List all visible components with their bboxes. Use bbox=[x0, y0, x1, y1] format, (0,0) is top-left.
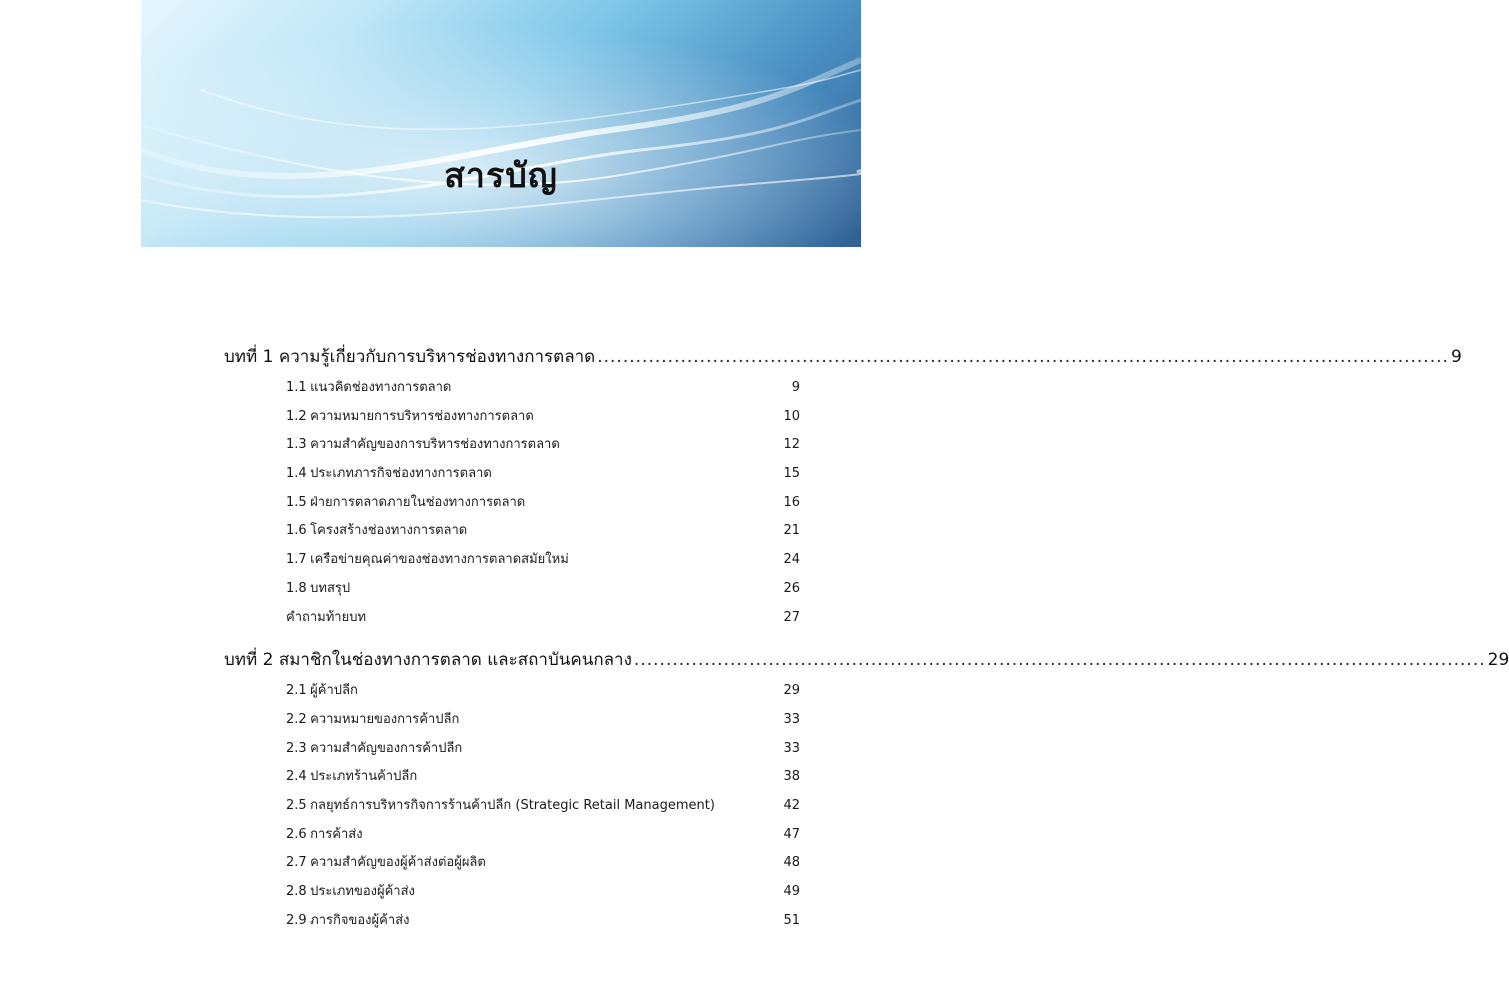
entry-title: ความสำคัญของการค้าปลีก bbox=[310, 740, 463, 756]
entry-page-number: 33 bbox=[783, 711, 800, 727]
entry-page-number: 9 bbox=[791, 380, 800, 395]
entry-page-number: 10 bbox=[783, 408, 800, 424]
entry-page-number: 12 bbox=[783, 437, 800, 453]
toc-entry[interactable] bbox=[224, 517, 800, 546]
entry-title: ประเภทร้านค้าปลีก bbox=[310, 769, 418, 785]
entry-page-number: 26 bbox=[783, 580, 800, 596]
entry-page-number: 48 bbox=[783, 855, 800, 871]
toc-entry[interactable] bbox=[224, 374, 800, 403]
toc-entry[interactable] bbox=[224, 460, 800, 489]
entry-page-number: 21 bbox=[783, 523, 800, 539]
entry-number: 2.9 bbox=[286, 912, 307, 928]
entry-title: ประเภทของผู้ค้าส่ง bbox=[310, 884, 415, 899]
entry-title: คำถามท้ายบท bbox=[286, 609, 367, 625]
entry-number: 2.1 bbox=[286, 683, 307, 699]
entry-page-number: 38 bbox=[783, 769, 800, 785]
toc-entry[interactable] bbox=[224, 489, 800, 518]
entry-number: 2.2 bbox=[286, 711, 307, 727]
entry-title: ความหมายของการค้าปลีก bbox=[310, 711, 460, 727]
entry-number: 2.8 bbox=[286, 884, 307, 899]
chapter-title: บทที่ 2 สมาชิกในช่องทางการตลาด และสถาบันคนกลาง bbox=[224, 650, 632, 671]
toc-entry[interactable] bbox=[224, 706, 800, 735]
toc-entry[interactable] bbox=[224, 403, 800, 432]
entry-page-number: 33 bbox=[783, 740, 800, 756]
entry-page-number: 29 bbox=[783, 683, 800, 699]
toc-chapter-1[interactable] bbox=[224, 340, 1462, 374]
entry-number: 2.6 bbox=[286, 826, 307, 842]
chapter-page-number: 29 bbox=[1487, 650, 1509, 671]
entry-number: 1.2 bbox=[286, 408, 307, 424]
entry-number: 2.5 bbox=[286, 797, 307, 813]
dot-leader: ..................................................................................................................................... bbox=[633, 650, 1486, 671]
toc-chapter-2[interactable] bbox=[224, 643, 1509, 677]
table-of-contents bbox=[224, 340, 1509, 935]
entry-number: 2.7 bbox=[286, 855, 307, 871]
toc-entry[interactable] bbox=[224, 677, 800, 706]
entry-page-number: 49 bbox=[783, 884, 800, 899]
entry-number: 1.6 bbox=[286, 523, 307, 539]
entry-number: 1.8 bbox=[286, 580, 307, 596]
entry-page-number: 42 bbox=[783, 797, 800, 813]
toc-entry[interactable] bbox=[224, 575, 800, 604]
entry-page-number: 27 bbox=[783, 609, 800, 625]
toc-entry[interactable] bbox=[224, 907, 800, 936]
toc-entry[interactable] bbox=[224, 849, 800, 878]
entry-title: การค้าส่ง bbox=[310, 826, 363, 842]
entry-number: 1.3 bbox=[286, 437, 307, 453]
dot-leader: ..................................................................................................................................... bbox=[597, 347, 1449, 367]
entry-number: 2.4 bbox=[286, 769, 307, 785]
toc-entry[interactable] bbox=[224, 546, 800, 575]
toc-entry[interactable] bbox=[224, 878, 800, 907]
header-banner bbox=[141, 0, 861, 247]
entry-number: 1.7 bbox=[286, 552, 307, 568]
toc-entry[interactable] bbox=[224, 821, 800, 850]
entry-title: บทสรุป bbox=[310, 580, 351, 596]
page-title: สารบัญ bbox=[444, 156, 558, 196]
entry-number: 1.4 bbox=[286, 466, 307, 482]
chapter-title: บทที่ 1 ความรู้เกี่ยวกับการบริหารช่องทางการตลาด bbox=[224, 347, 596, 367]
toc-entry[interactable] bbox=[224, 604, 800, 633]
entry-title: ประเภทภารกิจช่องทางการตลาด bbox=[310, 466, 492, 482]
entry-page-number: 24 bbox=[783, 552, 800, 568]
toc-entry[interactable] bbox=[224, 735, 800, 764]
entry-title: ความหมายการบริหารช่องทางการตลาด bbox=[310, 408, 534, 424]
entry-page-number: 51 bbox=[783, 912, 800, 928]
chapter-page-number: 9 bbox=[1450, 347, 1462, 367]
entry-page-number: 15 bbox=[783, 466, 800, 482]
entry-number: 2.3 bbox=[286, 740, 307, 756]
entry-title: กลยุทธ์การบริหารกิจการร้านค้าปลีก (Strategic Retail Management) bbox=[310, 797, 715, 813]
entry-title: โครงสร้างช่องทางการตลาด bbox=[310, 523, 468, 539]
toc-entry[interactable] bbox=[224, 763, 800, 792]
entry-title: ความสำคัญของผู้ค้าส่งต่อผู้ผลิต bbox=[310, 855, 486, 871]
entry-page-number: 47 bbox=[783, 826, 800, 842]
entry-title: ผู้ค้าปลีก bbox=[310, 683, 358, 699]
entry-title: แนวคิดช่องทางการตลาด bbox=[310, 380, 452, 395]
toc-entry[interactable] bbox=[224, 431, 800, 460]
toc-entry[interactable] bbox=[224, 792, 800, 821]
entry-number: 1.1 bbox=[286, 380, 307, 395]
light-wave-decoration bbox=[141, 0, 861, 247]
entry-title: ความสำคัญของการบริหารช่องทางการตลาด bbox=[310, 437, 560, 453]
entry-title: เครือข่ายคุณค่าของช่องทางการตลาดสมัยใหม่ bbox=[310, 552, 569, 568]
entry-title: ฝ่ายการตลาดภายในช่องทางการตลาด bbox=[310, 494, 526, 510]
entry-title: ภารกิจของผู้ค้าส่ง bbox=[310, 912, 410, 928]
entry-page-number: 16 bbox=[783, 494, 800, 510]
entry-number: 1.5 bbox=[286, 494, 307, 510]
